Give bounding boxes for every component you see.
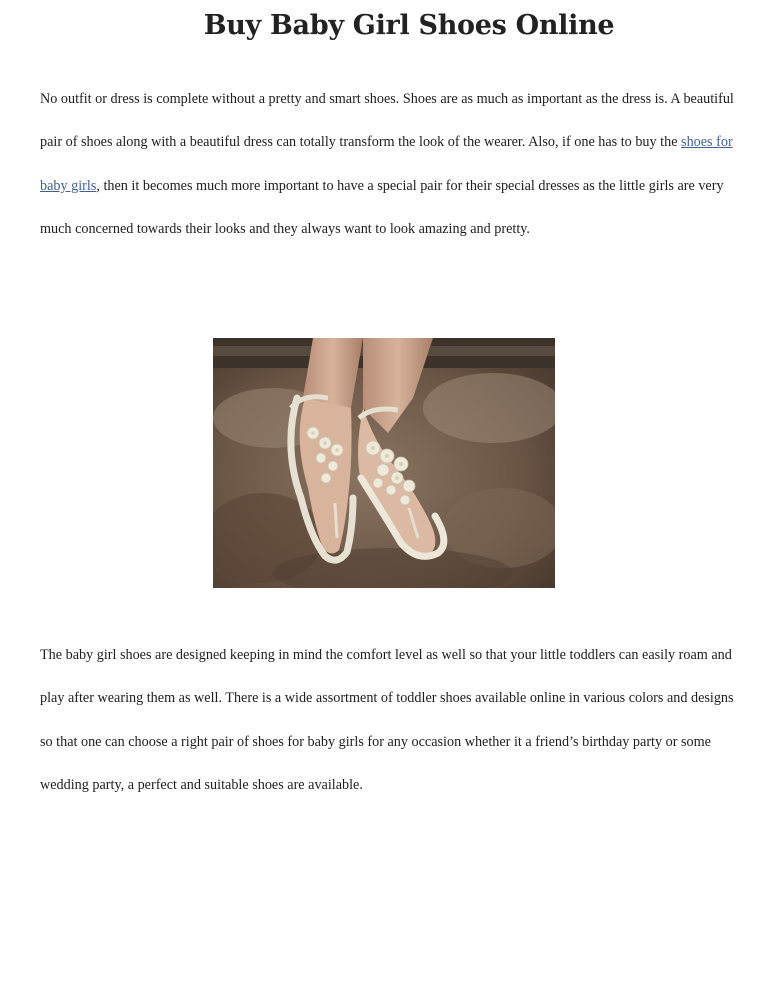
comfort-paragraph: The baby girl shoes are designed keeping in mind the comfort level as well so that your little toddlers can easily roam and play after wearing them as well. There is a wide assortment of toddler shoes available online in various colors and designs so that one can choose a right pair of shoes for baby girls for any occasion whether it a friend’s birthday party or some wedding party, a perfect and suitable shoes are available.: [40, 647, 734, 794]
intro-text-after-link: , then it becomes much more important to have a special pair for their special dresses as the little girls are very much concerned towards their looks and they always want to look amazing and pretty.: [40, 177, 724, 238]
intro-paragraph: [40, 78, 740, 252]
page-title: Buy Baby Girl Shoes Online: [203, 10, 615, 41]
shoes-for-baby-girls-link[interactable]: shoes for baby girls: [40, 134, 733, 194]
intro-text-before-link: No outfit or dress is complete without a pretty and smart shoes. Shoes are as much as important as the dress is. A beautiful pair of shoes along with a beautiful dress can totally transform the look of the wearer. Also, if one has to buy the: [40, 91, 734, 151]
sandals-photo: [213, 338, 555, 588]
